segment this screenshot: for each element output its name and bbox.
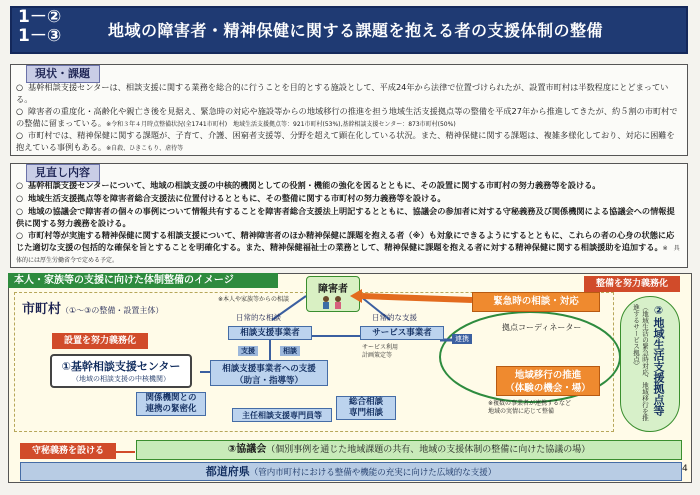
daily-right-label: 日常的な支援 <box>372 313 417 322</box>
council-box: ③協議会（個別事例を通じた地域課題の共有、地域の支援体制の整備に向けた協議の場） <box>136 440 682 460</box>
current-item-1: ○ 基幹相談支援センターは、相談支援に関する業務を総合的に行うことを目的とする施設として、平成24年から法律で位置づけられたが、設置市町村は半数程度にとどまっている。 <box>16 82 669 104</box>
current-heading: 現状・課題 <box>26 65 100 83</box>
service-worker-box: サービス事業者 <box>360 326 444 340</box>
base-label: ②地域生活支援拠点等 <box>652 304 665 416</box>
renkei-tag: 連携 <box>452 334 472 344</box>
liaison-box: 関係機関との 連携の緊密化 <box>136 392 206 416</box>
center-box: ①基幹相談支援センター （地域の相談支援の中核機関） <box>50 354 192 388</box>
base-note: ※複数の事業者が連携するなど 地域の実情に応じて整備 <box>488 400 572 415</box>
secrecy-tag: 守秘義務を設ける <box>20 443 116 459</box>
transition-box: 地域移行の推進 （体験の機会・場） <box>496 366 600 396</box>
consult-tag: 相談 <box>280 346 300 356</box>
base-sub: （地域生活の緊急時対応、地域移行を推進するサービス拠点） <box>632 304 649 421</box>
coordinator-label: 拠点コーディネーター <box>502 323 582 332</box>
person-note: ※本人や家族等からの相談 <box>218 296 290 303</box>
review-item-3: ○ 地域の協議会で障害者の個々の事例について情報共有することを障害者総合支援法上明記するとともに、協議会の参加者に対する守秘義務及び関係機関による協議会への情報提供に関する努力義務を設ける。 <box>16 206 675 228</box>
review-item-1: ○ 基幹相談支援センターについて、地域の相談支援の中核的機関としての役割・機能の強化を図るとともに、その設置に関する市町村の努力義務等を設ける。 <box>16 180 601 190</box>
effort-tag-right: 整備を努力義務化 <box>584 276 680 292</box>
general-consult-box: 総合相談 専門相談 <box>336 396 396 420</box>
review-item-4: ○ 市町村等が実施する精神保健に関する相談支援について、精神障害者のほか精神保健に課題を抱える者（※）も対象にできるようにするとともに、これらの者の心身の状態に応じた適切な支援の包括的な確保を旨とすることを明確化する。また、精神保健福祉士の業務として、精神保健に課題を抱える者に対する精神保健に関する相談援助を追加する。※ 具体的には厚生労働省令で定める予定。 <box>16 230 680 264</box>
effort-tag-left: 設置を努力義務化 <box>52 333 148 349</box>
page-title: 地域の障害者・精神保健に関する課題を抱える者の支援体制の整備 <box>108 21 604 40</box>
page-number: 4 <box>682 464 688 474</box>
to-worker-box: 相談支援事業者への支援 （助言・指導等） <box>210 360 328 386</box>
emergency-box: 緊急時の相談・対応 <box>472 292 600 312</box>
diagram-heading: 本人・家族等の支援に向けた体制整備のイメージ <box>8 273 278 288</box>
service-plan-label: サービス利用 計画策定等 <box>362 344 399 359</box>
current-item-2: ○ 障害者の重度化・高齢化や親亡き後を見据え、緊急時の対応や施設等からの地域移行の推進を担う地域生活支援拠点等の整備を平成27年から推進してきたが、約５割の市町村での整備に留まっている。※令和３年４月時点整備状況(全1741市町村) 地域生活支援拠点等：921市町村(53%),基幹相談支援センター：873市町村(50%) <box>16 106 678 128</box>
consult-worker-box: 相談支援事業者 <box>228 326 312 340</box>
slide-number: 1－② 1－③ <box>18 7 62 46</box>
current-item-3: ○ 市町村では、精神保健に関する課題が、子育て、介護、困窮者支援等、分野を超えて顕在化している状況。また、精神保健に関する課題は、複雑多様化しており、対応に困難を抱えている事例もある。※自殺、ひきこもり、虐待等 <box>16 130 675 152</box>
review-item-2: ○ 地域生活支援拠点等を障害者総合支援法に位置付けるとともに、その整備に関する市町村の努力義務等を設ける。 <box>16 193 446 203</box>
person-box: 障害者 <box>306 276 360 312</box>
chief-staff-box: 主任相談支援専門員等 <box>232 408 332 422</box>
review-heading: 見直し内容 <box>26 164 100 182</box>
prefecture-box: 都道府県（管内市町村における整備や機能の充実に向けた広域的な支援） <box>20 462 682 481</box>
municipality-label: 市町村（①～③の整備・設置主体） <box>22 302 164 317</box>
support-tag: 支援 <box>238 346 258 356</box>
daily-left-label: 日常的な相談 <box>236 313 281 322</box>
